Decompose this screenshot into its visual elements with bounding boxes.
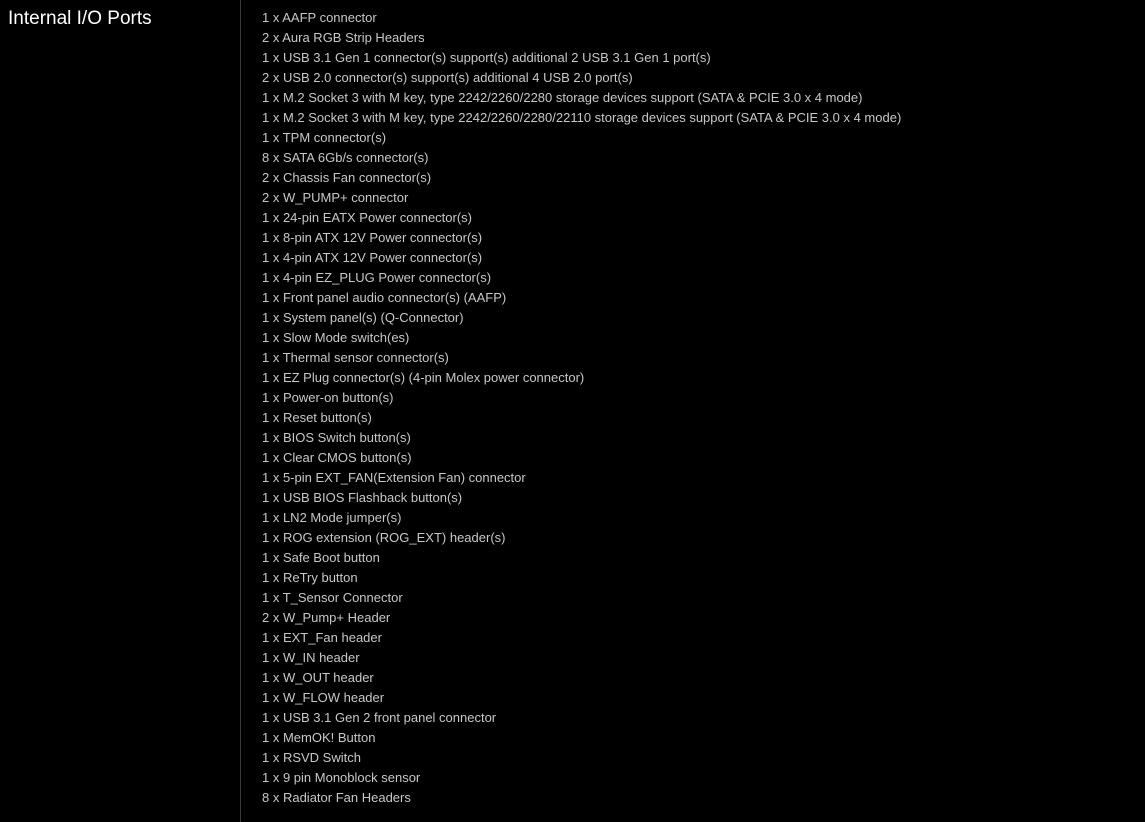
spec-list-item: 1 x 9 pin Monoblock sensor bbox=[262, 770, 421, 785]
spec-list-item: 1 x EXT_Fan header bbox=[262, 630, 382, 645]
spec-list-item: 1 x EZ Plug connector(s) (4-pin Molex power connector) bbox=[262, 370, 585, 385]
spec-list-item: 2 x Aura RGB Strip Headers bbox=[262, 30, 425, 45]
spec-list-item: 8 x Radiator Fan Headers bbox=[262, 790, 411, 805]
spec-list-item: 1 x USB 3.1 Gen 2 front panel connector bbox=[262, 710, 497, 725]
spec-list-item: 1 x Safe Boot button bbox=[262, 550, 380, 565]
spec-list-item: 1 x 5-pin EXT_FAN(Extension Fan) connector bbox=[262, 470, 526, 485]
spec-list-item: 1 x MemOK! Button bbox=[262, 730, 376, 745]
spec-list-item: 1 x T_Sensor Connector bbox=[262, 590, 403, 605]
spec-list-item: 1 x Thermal sensor connector(s) bbox=[262, 350, 449, 365]
spec-list-item: 1 x 24-pin EATX Power connector(s) bbox=[262, 210, 473, 225]
spec-list-item: 1 x 4-pin ATX 12V Power connector(s) bbox=[262, 250, 483, 265]
spec-list-item: 2 x W_Pump+ Header bbox=[262, 610, 391, 625]
spec-list-item: 1 x 8-pin ATX 12V Power connector(s) bbox=[262, 230, 483, 245]
spec-list-item: 1 x W_FLOW header bbox=[262, 690, 385, 705]
spec-list-item: 1 x W_OUT header bbox=[262, 670, 374, 685]
spec-list-item: 1 x M.2 Socket 3 with M key, type 2242/2260/2280 storage devices support (SATA & PCIE 3.0 x 4 mode) bbox=[262, 90, 863, 105]
spec-list-item: 1 x RSVD Switch bbox=[262, 750, 361, 765]
spec-list-item: 1 x ROG extension (ROG_EXT) header(s) bbox=[262, 530, 506, 545]
spec-list-item: 1 x M.2 Socket 3 with M key, type 2242/2260/2280/22110 storage devices support (SATA & PCIE 3.0 x 4 mode) bbox=[262, 110, 902, 125]
spec-list-item: 1 x ReTry button bbox=[262, 570, 358, 585]
spec-list-item: 1 x W_IN header bbox=[262, 650, 360, 665]
spec-list-item: 1 x USB 3.1 Gen 1 connector(s) support(s) additional 2 USB 3.1 Gen 1 port(s) bbox=[262, 50, 711, 65]
spec-list-item: 2 x Chassis Fan connector(s) bbox=[262, 170, 432, 185]
column-divider bbox=[240, 0, 241, 822]
spec-list-item: 1 x BIOS Switch button(s) bbox=[262, 430, 411, 445]
spec-list-item: 1 x Power-on button(s) bbox=[262, 390, 394, 405]
spec-list-item: 1 x System panel(s) (Q-Connector) bbox=[262, 310, 464, 325]
spec-list-item: 2 x USB 2.0 connector(s) support(s) additional 4 USB 2.0 port(s) bbox=[262, 70, 633, 85]
spec-list bbox=[262, 8, 901, 808]
spec-list-item: 1 x Slow Mode switch(es) bbox=[262, 330, 410, 345]
spec-list-item: 1 x 4-pin EZ_PLUG Power connector(s) bbox=[262, 270, 492, 285]
spec-list-item: 1 x Reset button(s) bbox=[262, 410, 372, 425]
spec-list-item: 1 x Front panel audio connector(s) (AAFP) bbox=[262, 290, 507, 305]
spec-list-item: 2 x W_PUMP+ connector bbox=[262, 190, 409, 205]
spec-list-item: 8 x SATA 6Gb/s connector(s) bbox=[262, 150, 429, 165]
spec-list-item: 1 x LN2 Mode jumper(s) bbox=[262, 510, 402, 525]
spec-list-item: 1 x AAFP connector bbox=[262, 10, 377, 25]
spec-list-item: 1 x TPM connector(s) bbox=[262, 130, 387, 145]
spec-list-item: 1 x Clear CMOS button(s) bbox=[262, 450, 412, 465]
spec-list-item: 1 x USB BIOS Flashback button(s) bbox=[262, 490, 463, 505]
section-label: Internal I/O Ports bbox=[8, 8, 152, 29]
